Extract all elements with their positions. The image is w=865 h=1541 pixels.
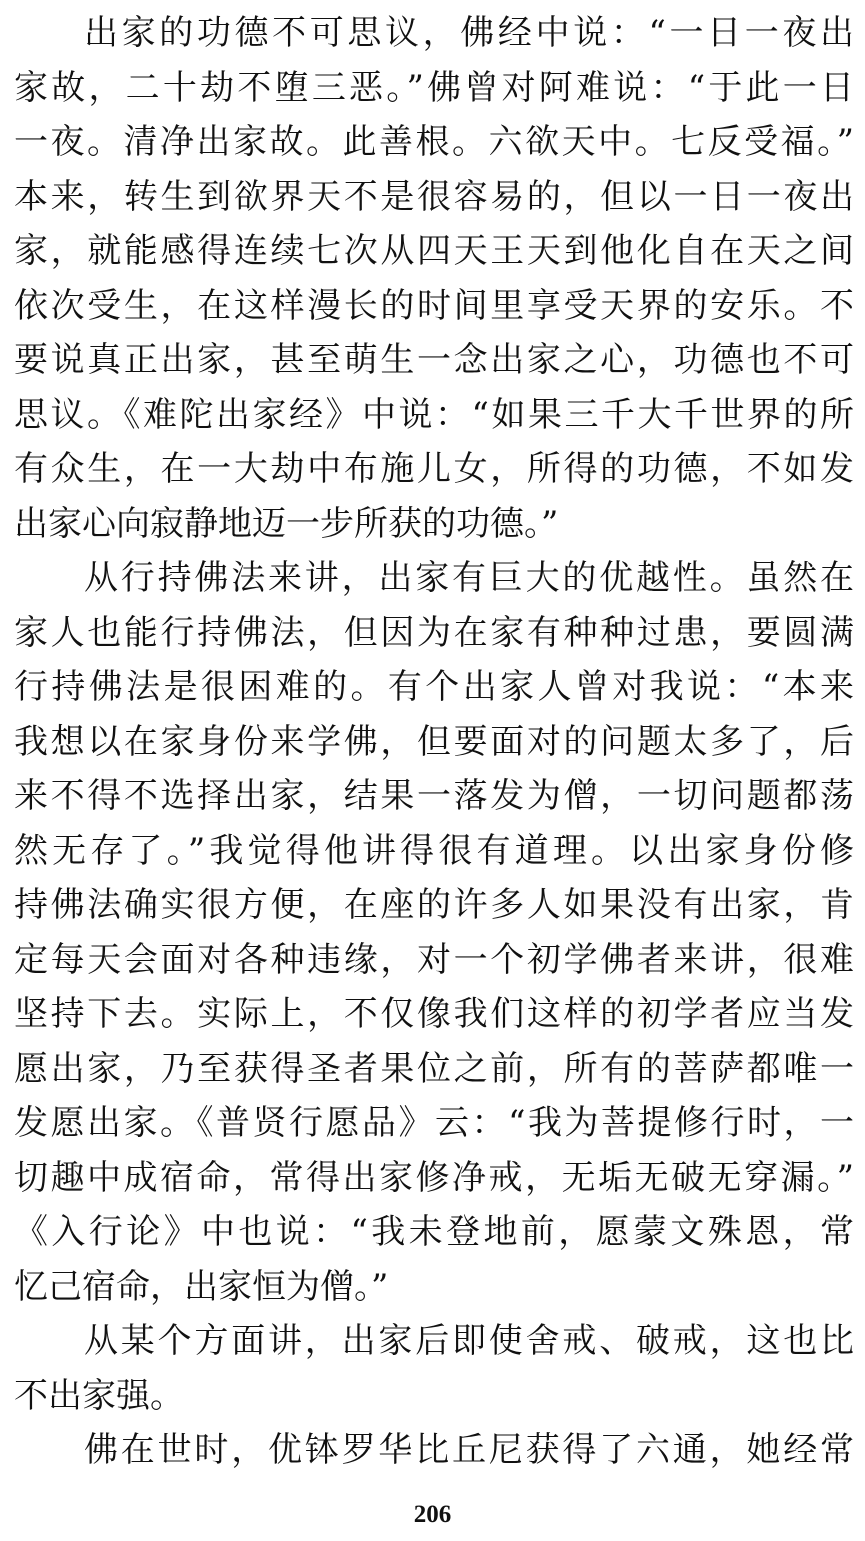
text-line: 思议。《难陀出家经》中说：“如果三千大千世界的所 <box>14 394 854 435</box>
text-line: 家，就能感得连续七次从四天王天到他化自在天之间 <box>14 231 854 271</box>
text-line: 出家心向寂静地迈一步所获的功德。” <box>14 503 559 544</box>
text-line: 切趣中成宿命，常得出家修净戒，无垢无破无穿漏。” <box>14 1157 854 1198</box>
text-line: 行持佛法是很困难的。有个出家人曾对我说：“本来 <box>14 667 854 707</box>
text-line: 本来，转生到欲界天不是很容易的，但以一日一夜出 <box>14 176 854 217</box>
text-line: 家人也能行持佛法，但因为在家有种种过患，要圆满 <box>14 612 854 653</box>
text-line: 从行持佛法来讲，出家有巨大的优越性。虽然在 <box>84 558 854 598</box>
text-line: 有众生，在一大劫中布施儿女，所得的功德，不如发 <box>14 449 854 489</box>
text-line: 依次受生，在这样漫长的时间里享受天界的安乐。不 <box>14 285 854 326</box>
text-line: 从某个方面讲，出家后即使舍戒、破戒，这也比 <box>84 1321 854 1361</box>
text-line: 来不得不选择出家，结果一落发为僧，一切问题都荡 <box>14 776 854 816</box>
text-line: 要说真正出家，甚至萌生一念出家之心，功德也不可 <box>14 340 854 380</box>
text-line: 不出家强。 <box>14 1375 184 1416</box>
page-number: 206 <box>413 1501 452 1528</box>
text-line: 出家的功德不可思议，佛经中说：“一日一夜出 <box>84 13 854 53</box>
text-line: 我想以在家身份来学佛，但要面对的问题太多了，后 <box>14 721 854 762</box>
text-line: 持佛法确实很方便，在座的许多人如果没有出家，肯 <box>14 885 854 925</box>
text-line: 《入行论》中也说：“我未登地前，愿蒙文殊恩，常 <box>14 1212 854 1252</box>
text-line: 佛在世时，优钵罗华比丘尼获得了六通，她经常 <box>84 1430 854 1470</box>
text-line: 坚持下去。实际上，不仅像我们这样的初学者应当发 <box>14 994 854 1034</box>
text-line: 忆己宿命，出家恒为僧。” <box>14 1266 389 1307</box>
text-line: 定每天会面对各种违缘，对一个初学佛者来讲，很难 <box>14 939 854 980</box>
text-line: 发愿出家。《普贤行愿品》云：“我为菩提修行时，一 <box>14 1103 854 1143</box>
text-line: 家故，二十劫不堕三恶。”佛曾对阿难说：“于此一日 <box>14 67 854 108</box>
text-line: 愿出家，乃至获得圣者果位之前，所有的菩萨都唯一 <box>14 1048 854 1089</box>
body-text <box>14 6 854 1478</box>
text-line: 一夜。清净出家故。此善根。六欲天中。七反受福。” <box>14 122 854 162</box>
text-line: 然无存了。”我觉得他讲得很有道理。以出家身份修 <box>14 830 854 871</box>
